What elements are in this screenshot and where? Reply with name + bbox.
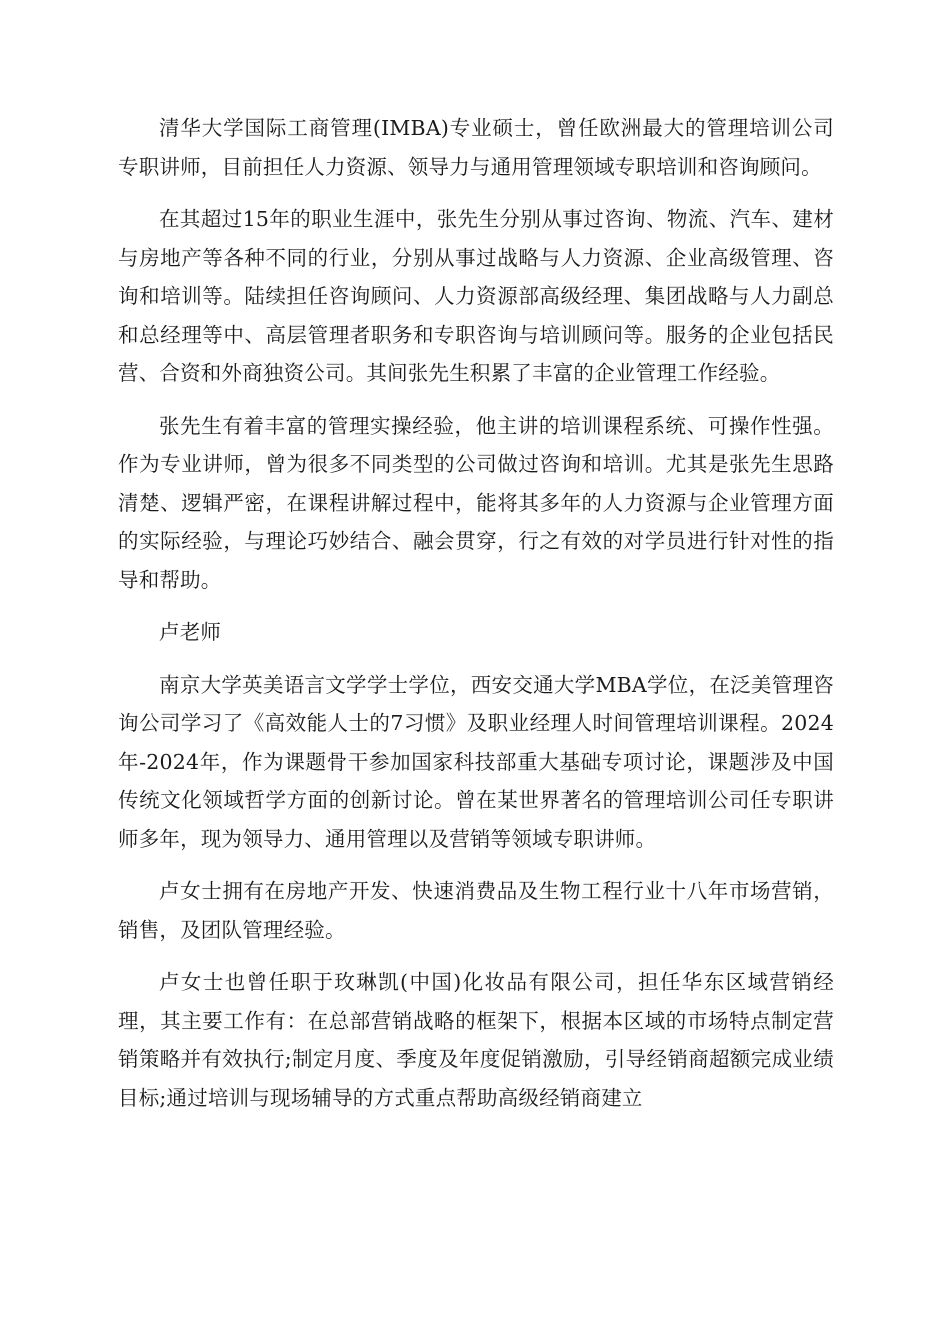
paragraph-lu-marykay: 卢女士也曾任职于玫琳凯(中国)化妆品有限公司，担任华东区域营销经理，其主要工作有：在总部营销战略的框架下，根据本区域的市场特点制定营销策略并有效执行;制定月度、季度及年度促销激励，引导经销商超额完成业绩目标;通过培训与现场辅导的方式重点帮助高级经销商建立 [118, 970, 834, 1110]
section-heading-lu: 卢老师 [159, 620, 222, 644]
paragraph-imba-background: 清华大学国际工商管理(IMBA)专业硕士，曾任欧洲最大的管理培训公司专职讲师，目前担任人力资源、领导力与通用管理领域专职培训和咨询顾问。 [118, 116, 834, 179]
paragraph-training-experience: 张先生有着丰富的管理实操经验，他主讲的培训课程系统、可操作性强。作为专业讲师，曾为很多不同类型的公司做过咨询和培训。尤其是张先生思路清楚、逻辑严密，在课程讲解过程中，能将其多年的人力资源与企业管理方面的实际经验，与理论巧妙结合、融会贯穿，行之有效的对学员进行针对性的指导和帮助。 [118, 413, 834, 592]
document-body [118, 109, 834, 1131]
paragraph-lu-education: 南京大学英美语言文学学士学位，西安交通大学MBA学位，在泛美管理咨询公司学习了《高效能人士的7习惯》及职业经理人时间管理培训课程。2024年-2024年，作为课题骨干参加国家科技部重大基础专项讨论，课题涉及中国传统文化领域哲学方面的创新讨论。曾在某世界著名的管理培训公司任专职讲师多年，现为领导力、通用管理以及营销等领域专职讲师。 [118, 672, 834, 851]
paragraph-career-history: 在其超过15年的职业生涯中，张先生分别从事过咨询、物流、汽车、建材与房地产等各种不同的行业，分别从事过战略与人力资源、企业高级管理、咨询和培训等。陆续担任咨询顾问、人力资源部高级经理、集团战略与人力副总和总经理等中、高层管理者职务和专职咨询与培训顾问等。服务的企业包括民营、合资和外商独资公司。其间张先生积累了丰富的企业管理工作经验。 [118, 207, 834, 385]
paragraph-lu-marketing: 卢女士拥有在房地产开发、快速消费品及生物工程行业十八年市场营销，销售，及团队管理经验。 [118, 879, 834, 942]
